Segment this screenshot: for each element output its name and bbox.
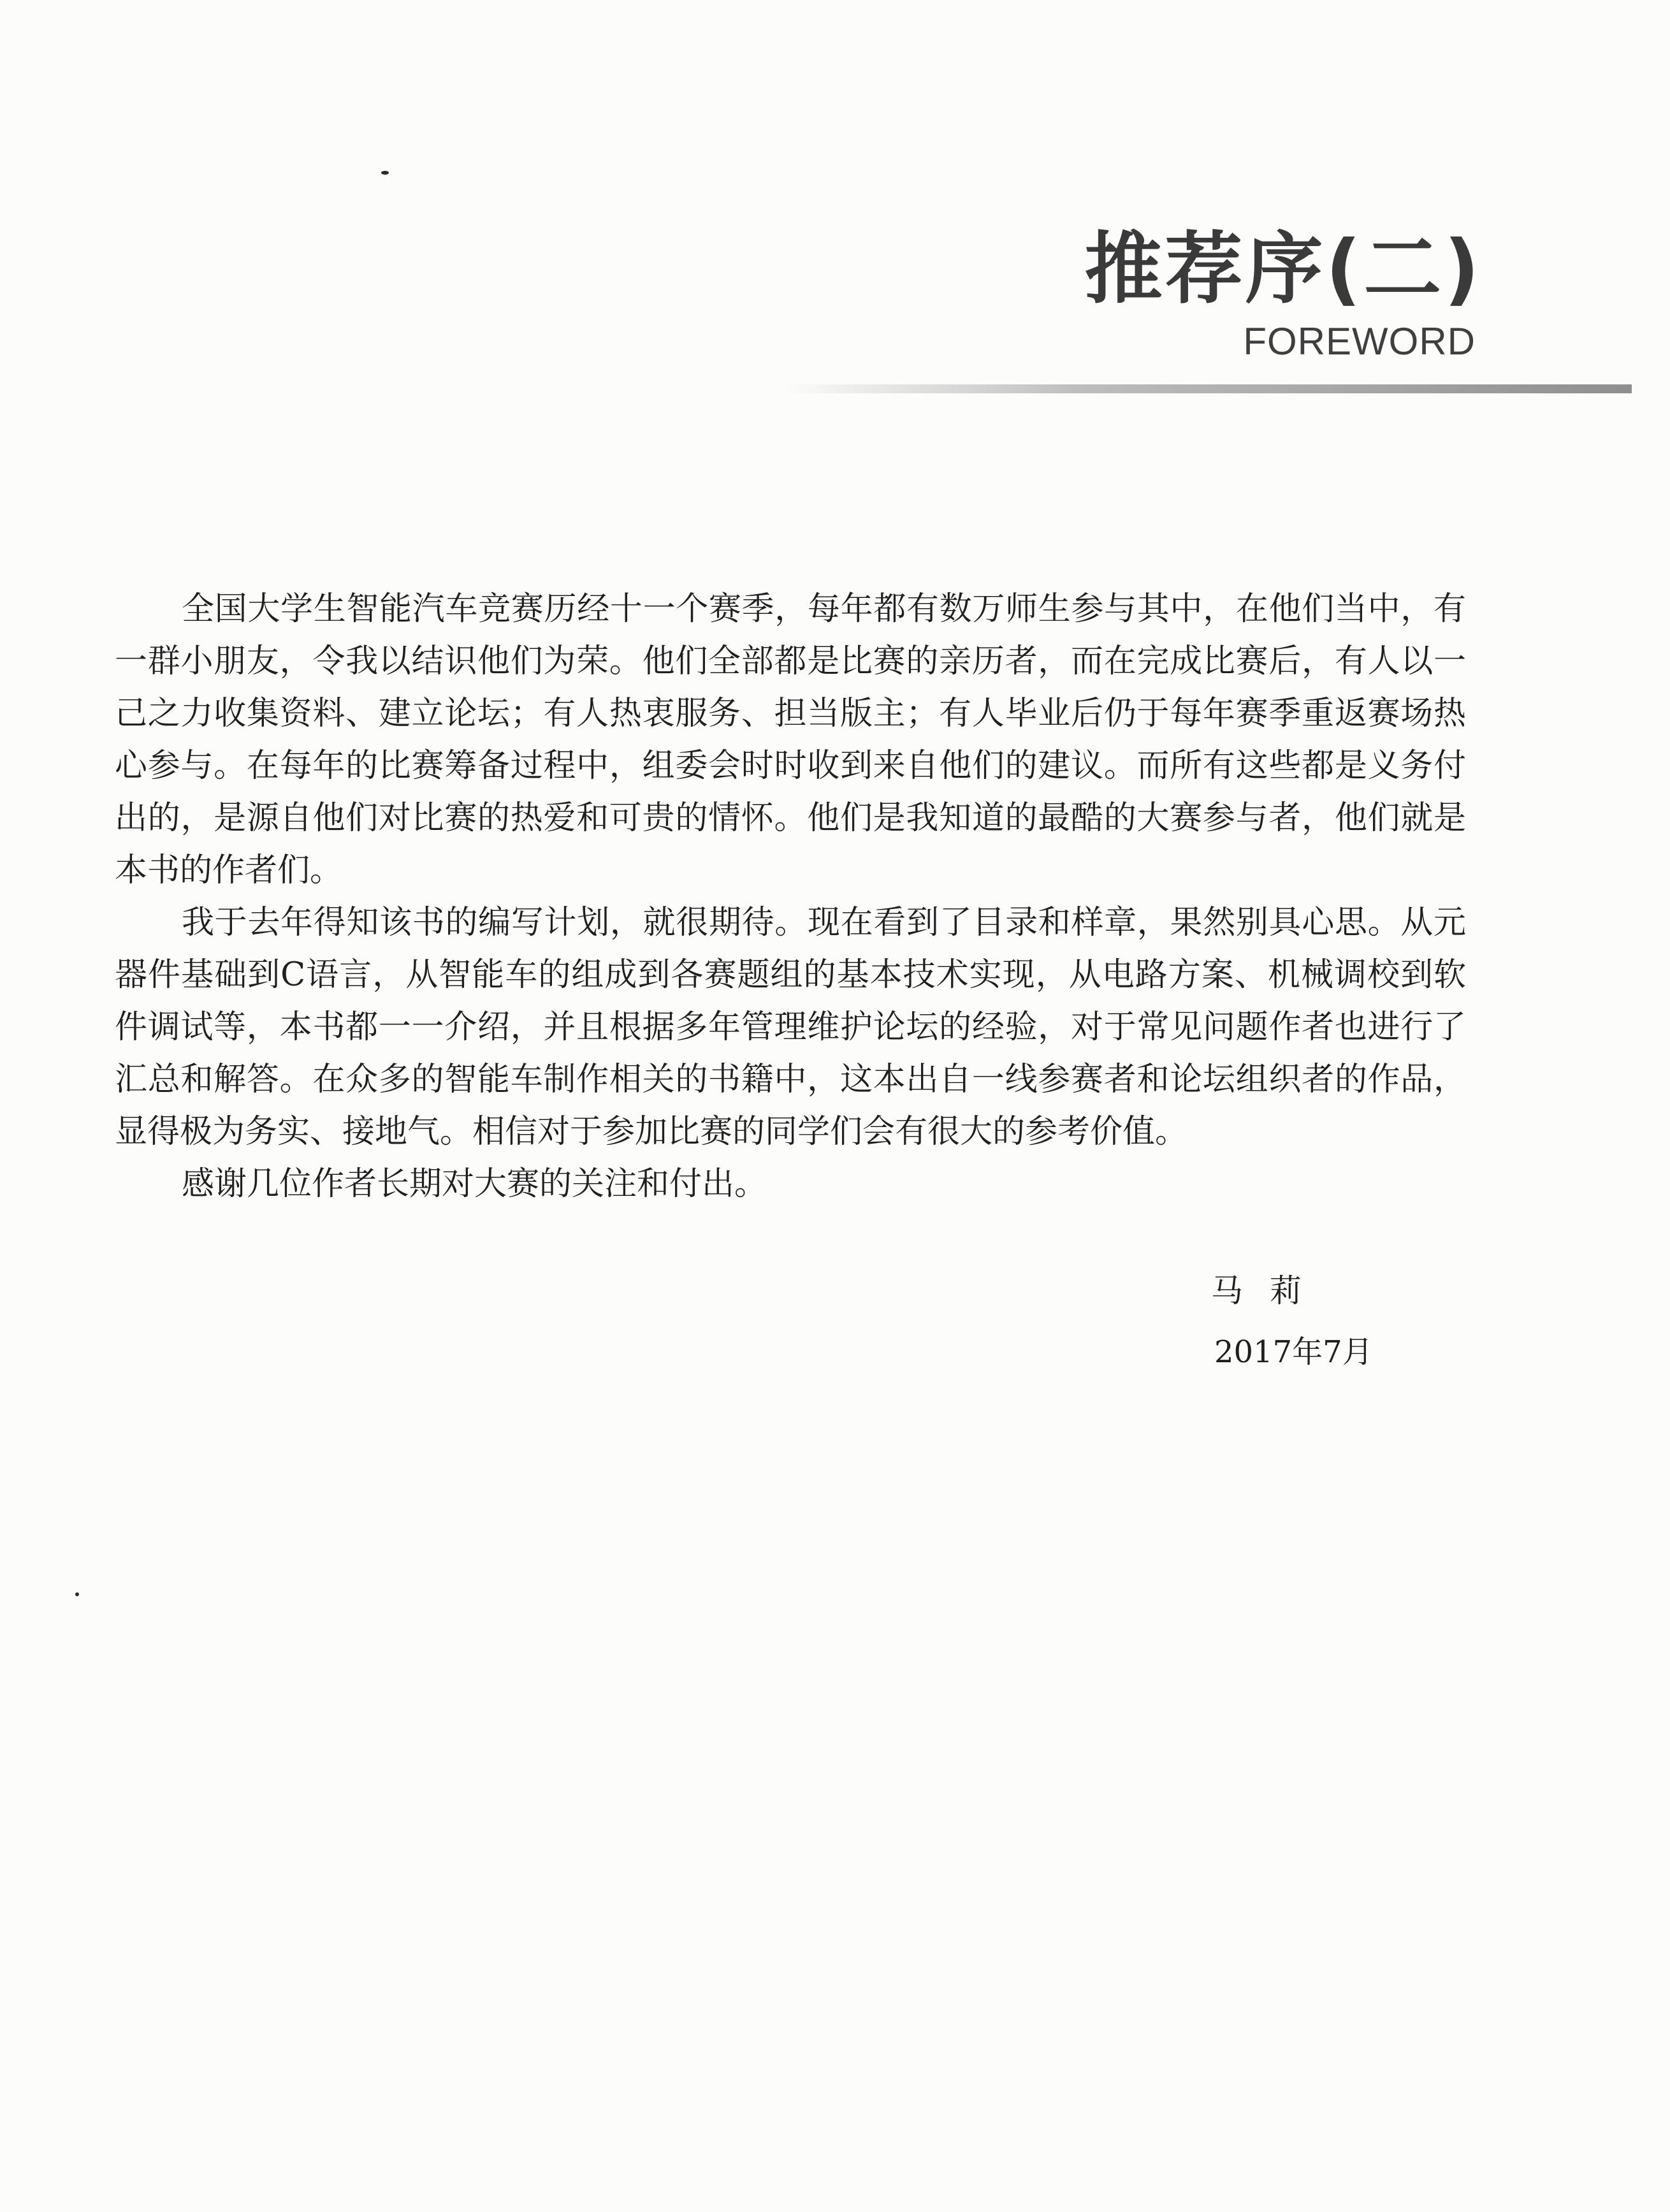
page-title: 推荐序(二): [1084, 224, 1482, 314]
paragraph: 感谢几位作者长期对大赛的关注和付出。: [182, 1165, 767, 1203]
signature-date: 2017年7月: [1214, 1334, 1373, 1370]
page-subtitle: FOREWORD: [1243, 320, 1476, 363]
paragraph: 我于去年得知该书的编写计划，就很期待。现在看到了目录和样章，果然别具心思。从元器件基础到C语言，从智能车的组成到各赛题组的基本技术实现，从电路方案、机械调校到软件调试等，本书都一一介绍，并且根据多年管理维护论坛的经验，对于常见问题作者也进行了汇总和解答。在众多的智能车制作相关的书籍中，这本出自一线参赛者和论坛组织者的作品，显得极为务实、接地气。相信对于参加比赛的同学们会有很大的参考价值。: [115, 904, 1466, 1151]
paragraph: 全国大学生智能汽车竞赛历经十一个赛季，每年都有数万师生参与其中，在他们当中，有一群小朋友，令我以结识他们为荣。他们全部都是比赛的亲历者，而在完成比赛后，有人以一己之力收集资料、建立论坛；有人热衷服务、担当版主；有人毕业后仍于每年赛季重返赛场热心参与。在每年的比赛筹备过程中，组委会时时收到来自他们的建议。而所有这些都是义务付出的，是源自他们对比赛的热爱和可贵的情怀。他们是我知道的最酷的大赛参与者，他们就是本书的作者们。: [115, 590, 1466, 889]
title-divider: [784, 384, 1632, 393]
scan-speck: [381, 171, 389, 175]
header: [1084, 226, 1482, 363]
scan-speck: [75, 1592, 79, 1596]
author-signature: 马莉: [1211, 1272, 1328, 1309]
foreword-body: [115, 583, 1466, 1211]
